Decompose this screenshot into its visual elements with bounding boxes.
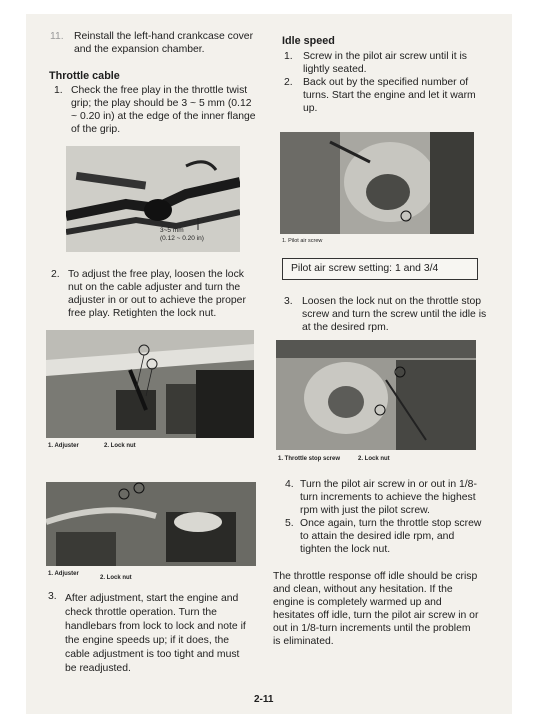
page-number: 2-11 [254, 694, 274, 705]
cable-adjuster-photo [46, 330, 254, 438]
right-step-5-line-2: to attain the desired idle rpm, and [300, 531, 455, 542]
right-step-5-number: 5. [285, 518, 294, 529]
free-play-label-2: (0.12 ~ 0.20 in) [160, 235, 204, 242]
left-step-2-line-4: free play. Retighten the lock nut. [68, 308, 217, 319]
right-step-5-line-3: tighten the lock nut. [300, 544, 391, 555]
lock-nut-caption-2: 2. Lock nut [100, 575, 132, 581]
pilot-air-screw-setting-box: Pilot air screw setting: 1 and 3/4 [282, 258, 478, 280]
idle-speed-heading: Idle speed [282, 35, 335, 47]
closing-line-1: The throttle response off idle should be crisp [273, 571, 478, 582]
pilot-air-screw-illustration [280, 132, 474, 234]
right-step-1-line-1: Screw in the pilot air screw until it is [303, 51, 467, 62]
left-step-3-line-6: be readjusted. [65, 663, 131, 674]
right-step-4-line-3: rpm with just the pilot screw. [300, 505, 430, 516]
right-step-5-line-1: Once again, turn the throttle stop screw [300, 518, 482, 529]
right-step-4-line-2: turn increments to achieve the highest [300, 492, 476, 503]
left-step-1-number: 1. [54, 85, 63, 96]
left-step-3-line-5: cable adjustment is too tight and must [65, 649, 240, 660]
pilot-air-screw-caption: 1. Pilot air screw [282, 238, 323, 244]
step-11-number: 11. [50, 31, 64, 42]
right-step-3-line-3: at the desired rpm. [302, 322, 389, 333]
left-step-1-line-1: Check the free play in the throttle twist [71, 85, 248, 96]
step-11-line-2: and the expansion chamber. [74, 44, 205, 55]
free-play-label-1: 3~5 mm [160, 227, 184, 234]
right-step-2-line-1: Back out by the specified number of [303, 77, 469, 88]
adjuster-second-illustration [46, 482, 256, 566]
right-step-1-number: 1. [284, 51, 293, 62]
adjuster-second-photo [46, 482, 256, 566]
left-step-3-line-1: After adjustment, start the engine and [65, 593, 239, 604]
closing-line-3: engine is completely warmed up and [273, 597, 442, 608]
throttle-stop-screw-photo [276, 340, 476, 450]
left-step-2-line-2: nut on the cable adjuster and turn the [68, 282, 241, 293]
pilot-air-screw-photo [280, 132, 474, 234]
right-step-2-line-3: up. [303, 103, 318, 114]
left-step-2-number: 2. [51, 269, 60, 280]
left-step-3-line-3: handlebars from lock to lock and note if [65, 621, 246, 632]
left-step-1-line-2: grip; the play should be 3 ~ 5 mm (0.12 [71, 98, 252, 109]
throttle-stop-screw-illustration [276, 340, 476, 450]
lock-nut-caption-3: 2. Lock nut [358, 456, 390, 462]
throttle-grip-illustration [66, 146, 240, 252]
step-11-line-1: Reinstall the left-hand crankcase cover [74, 31, 254, 42]
right-step-4-number: 4. [285, 479, 294, 490]
right-step-2-number: 2. [284, 77, 293, 88]
left-step-3-line-4: the engine speeds up; if it does, the [65, 635, 230, 646]
closing-line-4: hesitates off idle, turn the pilot air screw in or [273, 610, 479, 621]
throttle-stop-screw-caption: 1. Throttle stop screw [278, 456, 341, 462]
cable-adjuster-illustration [46, 330, 254, 438]
closing-line-2: and clean, without any hesitation. If the [273, 584, 453, 595]
adjuster-caption-1: 1. Adjuster [48, 443, 79, 449]
lock-nut-caption-1: 2. Lock nut [104, 443, 136, 449]
throttle-cable-heading: Throttle cable [49, 70, 120, 82]
closing-line-5: out in 1/8-turn increments until the problem [273, 623, 471, 634]
left-step-3-number: 3. [48, 591, 57, 602]
right-step-4-line-1: Turn the pilot air screw in or out in 1/8- [300, 479, 477, 490]
right-step-2-line-2: turns. Start the engine and let it warm [303, 90, 476, 101]
left-step-2-line-1: To adjust the free play, loosen the lock [68, 269, 244, 280]
left-step-1-line-4: of the grip. [71, 124, 121, 135]
right-step-3-line-2: screw and turn the screw until the idle is [302, 309, 487, 320]
right-step-1-line-2: lightly seated. [303, 64, 367, 75]
left-step-1-line-3: ~ 0.20 in) at the edge of the inner flange [71, 111, 256, 122]
left-step-2-line-3: adjuster in or out to achieve the proper [68, 295, 246, 306]
right-step-3-number: 3. [284, 296, 293, 307]
closing-line-6: is eliminated. [273, 636, 334, 647]
right-step-3-line-1: Loosen the lock nut on the throttle stop [302, 296, 482, 307]
left-step-3-line-2: check throttle operation. Turn the [65, 607, 217, 618]
throttle-grip-photo [66, 146, 240, 252]
adjuster-caption-2: 1. Adjuster [48, 571, 79, 577]
